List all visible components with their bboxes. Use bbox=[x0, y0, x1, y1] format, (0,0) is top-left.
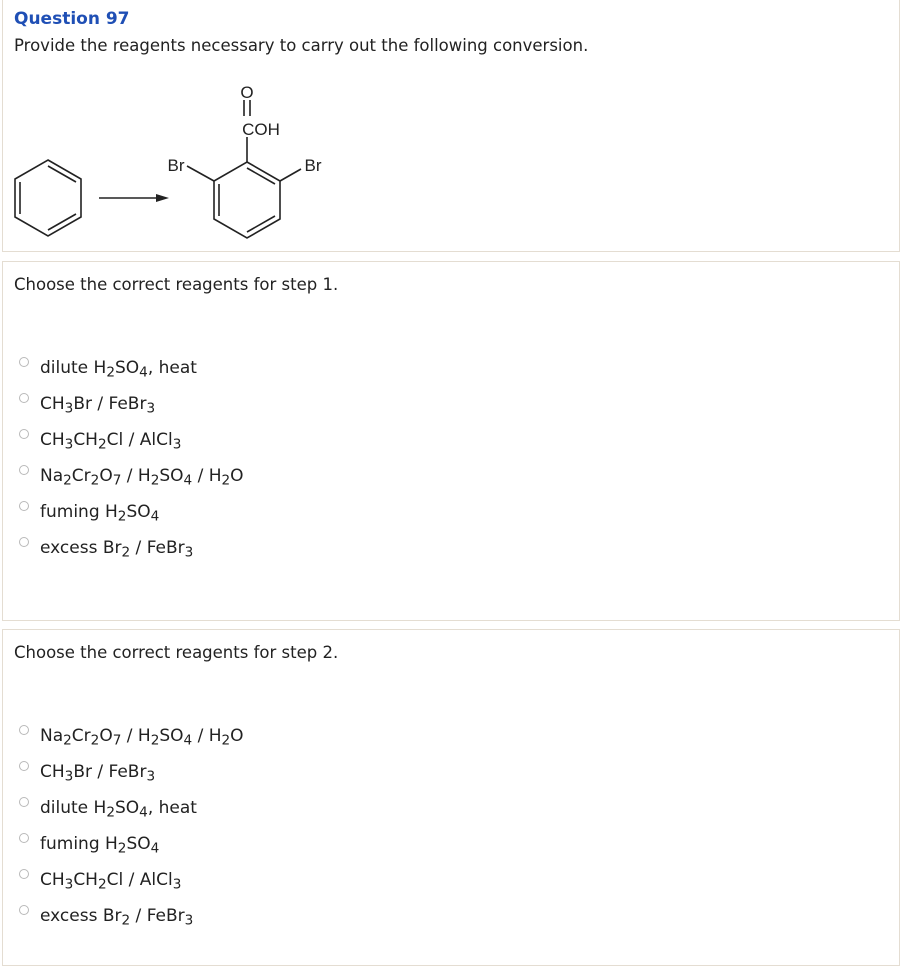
radio-button[interactable] bbox=[19, 393, 29, 403]
radio-button[interactable] bbox=[19, 725, 29, 735]
option-label[interactable]: $CH_3Br$ / FeBr$_3$ bbox=[40, 394, 156, 417]
option-label[interactable]: $Na_2Cr_2O_7 / H_2SO_4 / H_2O$ bbox=[40, 466, 244, 489]
radio-button[interactable] bbox=[19, 501, 29, 511]
option-label[interactable]: $CH_3Br$ / FeBr$_3$ bbox=[40, 762, 156, 785]
option-label[interactable]: fuming $H_2SO_4$ bbox=[40, 502, 160, 525]
radio-button[interactable] bbox=[19, 761, 29, 771]
radio-button[interactable] bbox=[19, 357, 29, 367]
benzene-structure bbox=[15, 160, 81, 236]
radio-button[interactable] bbox=[19, 797, 29, 807]
step2-prompt: Choose the correct reagents for step 2. bbox=[14, 643, 339, 662]
option-label[interactable]: dilute $H_2SO_4$, heat bbox=[40, 798, 197, 821]
acid-group-label: COH bbox=[242, 120, 280, 139]
option-label[interactable]: $CH_3CH_2Cl$ / AlCl$_3$ bbox=[40, 870, 182, 893]
step1-panel bbox=[2, 261, 900, 621]
radio-button[interactable] bbox=[19, 465, 29, 475]
option-label[interactable]: dilute $H_2SO_4$, heat bbox=[40, 358, 197, 381]
option-label[interactable]: excess $Br_2$ / FeBr$_3$ bbox=[40, 538, 194, 561]
radio-button[interactable] bbox=[19, 905, 29, 915]
radio-button[interactable] bbox=[19, 429, 29, 439]
radio-button[interactable] bbox=[19, 869, 29, 879]
question-panel bbox=[2, 0, 900, 252]
option-label[interactable]: fuming $H_2SO_4$ bbox=[40, 834, 160, 857]
carbonyl-oxygen-label: O bbox=[240, 83, 254, 102]
question-title: Question 97 bbox=[14, 9, 130, 29]
question-prompt: Provide the reagents necessary to carry out the following conversion. bbox=[14, 36, 589, 55]
option-label[interactable]: $Na_2Cr_2O_7 / H_2SO_4 / H_2O$ bbox=[40, 726, 244, 749]
reaction-scheme bbox=[3, 0, 901, 252]
reaction-arrow bbox=[99, 194, 169, 202]
radio-button[interactable] bbox=[19, 833, 29, 843]
step2-panel bbox=[2, 629, 900, 966]
bromine-right-label: Br bbox=[304, 156, 322, 175]
bromine-left-label: Br bbox=[167, 156, 185, 175]
radio-button[interactable] bbox=[19, 537, 29, 547]
step1-prompt: Choose the correct reagents for step 1. bbox=[14, 275, 339, 294]
option-label[interactable]: excess $Br_2$ / FeBr$_3$ bbox=[40, 906, 194, 929]
option-label[interactable]: $CH_3CH_2Cl$ / AlCl$_3$ bbox=[40, 430, 182, 453]
